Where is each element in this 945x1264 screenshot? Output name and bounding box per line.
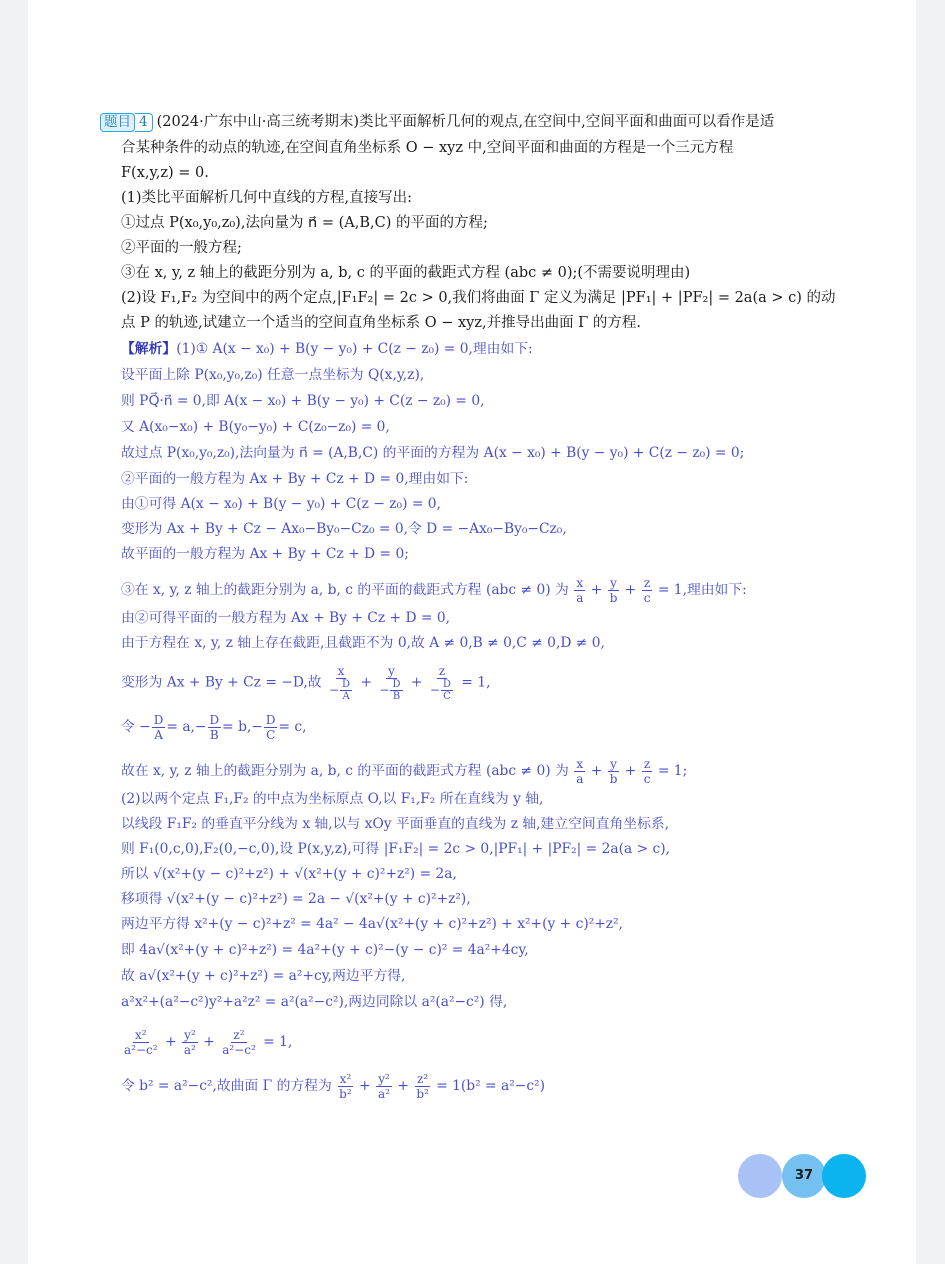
solution-line-19: 所以 √(x²+(y − c)²+z²) + √(x²+(y + c)²+z²) = 2a, xyxy=(121,866,457,882)
solution-line-22: 即 4a√(x²+(y + c)²+z²) = 4a²+(y + c)²−(y − c)² = 4a²+4cy, xyxy=(121,942,529,958)
footer-circle-right xyxy=(822,1154,866,1198)
solution-line-7: 由①可得 A(x − x₀) + B(y − y₀) + C(z − z₀) = 0, xyxy=(121,496,441,512)
problem-line-2: 合某种条件的动点的轨迹,在空间直角坐标系 O − xyz 中,空间平面和曲面的方程是一个三元方程 xyxy=(121,140,734,156)
fraction-d-over-b: $\frac{D}{B}$ xyxy=(209,713,220,742)
solution-line-8: 变形为 Ax + By + Cz − Ax₀−By₀−Cz₀ = 0,令 D = −Ax₀−By₀−Cz₀, xyxy=(121,521,567,537)
fraction-y-over-b: $\frac{y}{b}$ xyxy=(609,576,618,605)
fraction-d-over-c: $\frac{D}{C}$ xyxy=(265,713,276,742)
footer-circle-left xyxy=(738,1154,782,1198)
solution-label: 【解析】 xyxy=(121,341,177,357)
fraction-x2-over-b2: $\frac{\text{x²}}{\text{b²}}$ xyxy=(339,1072,352,1101)
fraction-z2-over-b2: $\frac{\text{z²}}{\text{b²}}$ xyxy=(416,1072,429,1101)
solution-line-4: 又 A(x₀−x₀) + B(y₀−y₀) + C(z₀−z₀) = 0, xyxy=(121,419,390,435)
solution-line-11: 由②可得平面的一般方程为 Ax + By + Cz + D = 0, xyxy=(121,610,451,626)
solution-line-5: 故过点 P(x₀,y₀,z₀),法向量为 n⃗ = (A,B,C) 的平面的方程为 A(x − x₀) + B(y − y₀) + C(z − z₀) = 0; xyxy=(121,445,745,461)
fraction-z-over-c: $\frac{z}{c}$ xyxy=(643,576,651,605)
fraction-z-over-neg-d-c: z − $\frac{D}{C}$ xyxy=(429,664,451,702)
fraction-y2: $\frac{\text{y²}}{\text{a²}}$ xyxy=(183,1028,196,1057)
solution-line-26: 令 b² = a²−c²,故曲面 Γ 的方程为 $\frac{\text{x²}}{\text{b²}}$ + $\frac{\text{y²}}{\text{a²}}$ + $\frac{\text{z²}}{\text{b²}}$ = 1(b² = a²−c²) xyxy=(121,1072,545,1101)
problem-line-7: ③在 x, y, z 轴上的截距分别为 a, b, c 的平面的截距式方程 (abc ≠ 0);(不需要说明理由) xyxy=(121,265,691,281)
solution-line-21: 两边平方得 x²+(y − c)²+z² = 4a² − 4a√(x²+(y + c)²+z²) + x²+(y + c)²+z², xyxy=(121,916,623,932)
fraction-y-over-b-2: $\frac{y}{b}$ xyxy=(609,757,618,786)
fraction-x-over-a-2: $\frac{x}{a}$ xyxy=(576,757,584,786)
problem-line-3: F(x,y,z) = 0. xyxy=(121,165,209,181)
problem-tag: 题目 xyxy=(100,113,135,132)
problem-line-8: (2)设 F₁,F₂ 为空间中的两个定点,|F₁F₂| = 2c > 0,我们将曲面 Γ 定义为满足 |PF₁| + |PF₂| = 2a(a > c) 的动 xyxy=(121,290,836,306)
solution-line-9: 故平面的一般方程为 Ax + By + Cz + D = 0; xyxy=(121,546,409,562)
solution-line-1: 【解析】(1)① A(x − x₀) + B(y − y₀) + C(z − z₀) = 0,理由如下: xyxy=(121,341,533,357)
solution-line-2: 设平面上除 P(x₀,y₀,z₀) 任意一点坐标为 Q(x,y,z), xyxy=(121,367,425,383)
fraction-x-over-neg-d-a: x − $\frac{D}{A}$ xyxy=(328,664,351,702)
solution-line-25: $\frac{\text{x²}}{\text{a²−c²}}$ + $\frac{\text{y²}}{\text{a²}}$ + $\frac{\text{z²}}{\text{a²−c²}}$ = 1, xyxy=(124,1028,293,1057)
solution-line-17: 以线段 F₁F₂ 的垂直平分线为 x 轴,以与 xOy 平面垂直的直线为 z 轴,建立空间直角坐标系, xyxy=(121,816,670,832)
solution-line-18: 则 F₁(0,c,0),F₂(0,−c,0),设 P(x,y,z),可得 |F₁F₂| = 2c > 0,|PF₁| + |PF₂| = 2a(a > c), xyxy=(121,841,671,857)
solution-line-20: 移项得 √(x²+(y − c)²+z²) = 2a − √(x²+(y + c)²+z²), xyxy=(121,891,471,907)
fraction-y2-over-a2: $\frac{\text{y²}}{\text{a²}}$ xyxy=(378,1072,390,1101)
problem-number: 4 xyxy=(135,113,153,132)
solution-line-16: (2)以两个定点 F₁,F₂ 的中点为坐标原点 O,以 F₁,F₂ 所在直线为 y 轴, xyxy=(121,791,544,807)
solution-line-13: 变形为 Ax + By + Cz = −D,故 x − $\frac{D}{A}$ + y − $\frac{D}{B}$ + z − $\frac{D}{C}$ = 1, xyxy=(121,664,491,702)
page-number: 37 xyxy=(794,1168,814,1183)
fraction-d-over-a: $\frac{D}{A}$ xyxy=(153,713,164,742)
fraction-z2: $\frac{\text{z²}}{\text{a²−c²}}$ xyxy=(222,1028,256,1057)
problem-line-4: (1)类比平面解析几何中直线的方程,直接写出: xyxy=(121,190,413,206)
solution-line-10: ③在 x, y, z 轴上的截距分别为 a, b, c 的平面的截距式方程 (abc ≠ 0) 为 $\frac{x}{a}$ + $\frac{y}{b}$ + $\frac{z}{c}$ = 1,理由如下: xyxy=(121,576,747,605)
fraction-z-over-c-2: $\frac{z}{c}$ xyxy=(643,757,651,786)
fraction-x-over-a: $\frac{x}{a}$ xyxy=(576,576,584,605)
solution-line-12: 由于方程在 x, y, z 轴上存在截距,且截距不为 0,故 A ≠ 0,B ≠ 0,C ≠ 0,D ≠ 0, xyxy=(121,635,605,651)
problem-line-5: ①过点 P(x₀,y₀,z₀),法向量为 n⃗ = (A,B,C) 的平面的方程; xyxy=(121,215,488,231)
solution-line-23: 故 a√(x²+(y + c)²+z²) = a²+cy,两边平方得, xyxy=(121,968,406,984)
problem-text: (2024·广东中山·高三统考期末)类比平面解析几何的观点,在空间中,空间平面和曲面可以看作是适 xyxy=(156,114,775,130)
problem-line-9: 点 P 的轨迹,试建立一个适当的空间直角坐标系 O − xyz,并推导出曲面 Γ 的方程. xyxy=(121,315,641,331)
solution-line-3: 则 PQ⃗·n⃗ = 0,即 A(x − x₀) + B(y − y₀) + C(z − z₀) = 0, xyxy=(121,393,485,409)
fraction-y-over-neg-d-b: y − $\frac{D}{B}$ xyxy=(379,664,401,702)
solution-line-6: ②平面的一般方程为 Ax + By + Cz + D = 0,理由如下: xyxy=(121,471,469,487)
problem-line-1 xyxy=(100,112,774,132)
solution-line-15: 故在 x, y, z 轴上的截距分别为 a, b, c 的平面的截距式方程 (abc ≠ 0) 为 $\frac{x}{a}$ + $\frac{y}{b}$ + $\frac{z}{c}$ = 1; xyxy=(121,757,688,786)
fraction-x2: $\frac{\text{x²}}{\text{a²−c²}}$ xyxy=(124,1028,158,1057)
problem-line-6: ②平面的一般方程; xyxy=(121,240,242,256)
solution-line-24: a²x²+(a²−c²)y²+a²z² = a²(a²−c²),两边同除以 a²(a²−c²) 得, xyxy=(121,994,508,1010)
solution-line-14: 令 − $\frac{D}{A}$ = a,− $\frac{D}{B}$ = b,− $\frac{D}{C}$ = c, xyxy=(121,713,307,742)
